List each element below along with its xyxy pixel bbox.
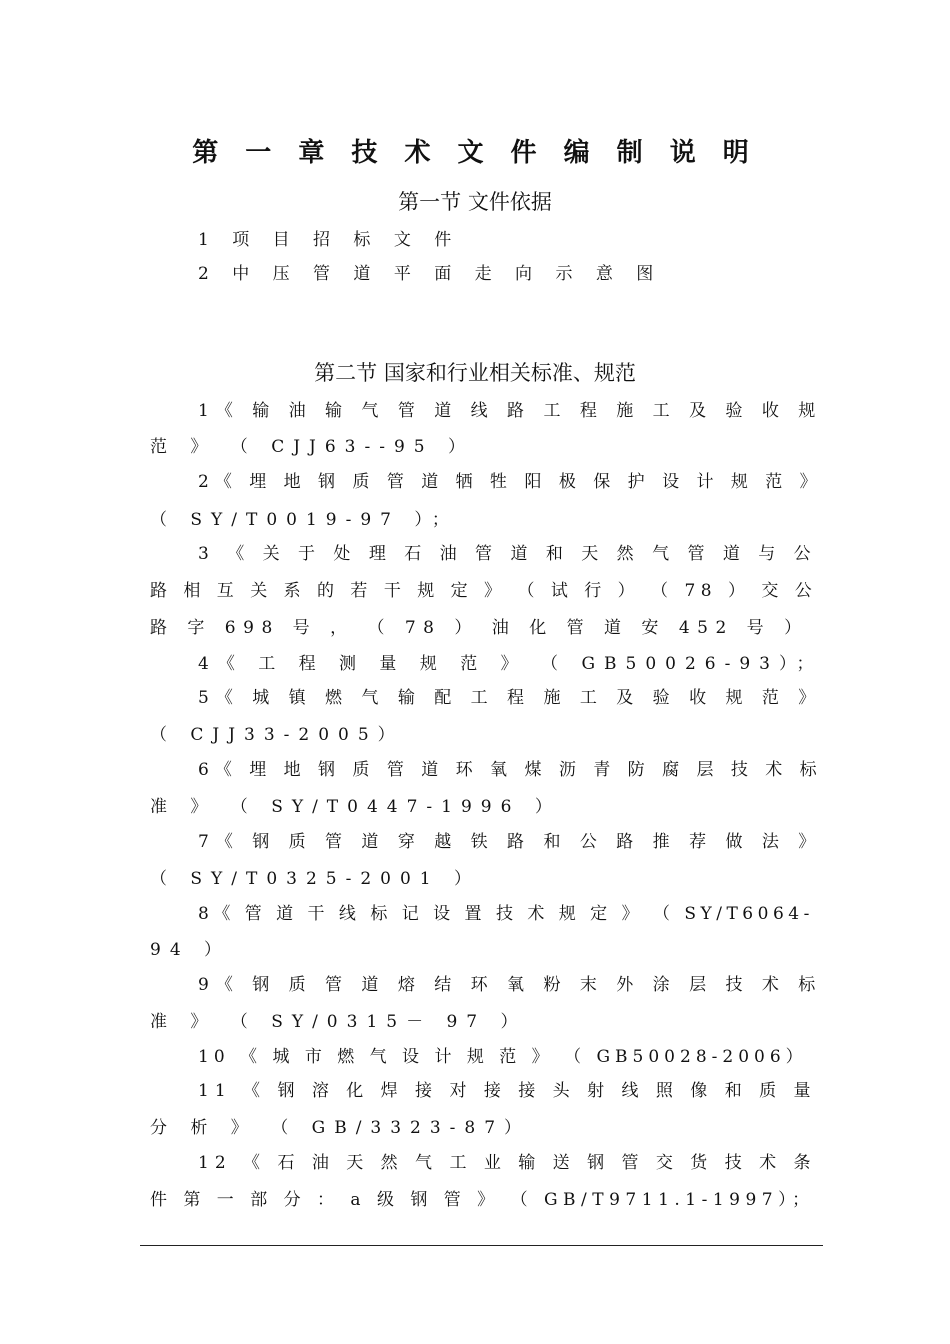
basis-item: 1 项 目 招 标 文 件 — [198, 230, 461, 250]
standard-line: 10 《 城 市 燃 气 设 计 规 范 》 （ GB50028-2006） — [198, 1047, 808, 1067]
standard-line: 12 《 石 油 天 然 气 工 业 输 送 钢 管 交 货 技 术 条 — [198, 1153, 817, 1173]
standard-line: 分 析 》 （ GB/3323-87） — [150, 1118, 531, 1138]
standard-line: 准 》 （ SY/0315－ 97 ） — [150, 1012, 527, 1032]
standard-line: 9《 钢 质 管 道 熔 结 环 氧 粉 末 外 涂 层 技 术 标 — [198, 975, 823, 995]
standard-line: 路 字 698 号 ， （ 78 ） 油 化 管 道 安 452 号 ） — [150, 618, 809, 638]
chapter-title: 第 一 章 技 术 文 件 编 制 说 明 — [192, 138, 758, 168]
section-title-basis: 第一节 文件依据 — [398, 190, 552, 214]
standard-line: 路 相 互 关 系 的 若 干 规 定 》 （ 试 行 ） （ 78 ） 交 公 — [150, 581, 818, 601]
standard-line: 5《 城 镇 燃 气 输 配 工 程 施 工 及 验 收 规 范 》 — [198, 688, 823, 708]
standard-line: （ CJJ33-2005） — [150, 725, 404, 745]
basis-item: 2 中 压 管 道 平 面 走 向 示 意 图 — [198, 264, 663, 284]
standard-line: 件 第 一 部 分 ： a 级 钢 管 》 （ GB/T9711.1-1997）； — [150, 1190, 815, 1210]
standard-line: 94 ） — [150, 940, 231, 960]
standard-line: （ SY/T0325-2001 ） — [150, 869, 481, 889]
standard-line: 范 》 （ CJJ63--95 ） — [150, 437, 475, 457]
standard-line: 2《 埋 地 钢 质 管 道 牺 牲 阳 极 保 护 设 计 规 范 》 — [198, 472, 823, 492]
standard-line: 7《 钢 质 管 道 穿 越 铁 路 和 公 路 推 荐 做 法 》 — [198, 832, 823, 852]
footer-rule — [140, 1245, 823, 1246]
standard-line: 3 《 关 于 处 理 石 油 管 道 和 天 然 气 管 道 与 公 — [198, 544, 818, 564]
standard-line: 8《 管 道 干 线 标 记 设 置 技 术 规 定 》 （ SY/T6064- — [198, 904, 814, 924]
standard-line: 4《 工 程 测 量 规 范 》 （ GB50026-93）； — [198, 654, 823, 674]
standard-line: 准 》 （ SY/T0447-1996 ） — [150, 797, 561, 817]
section-title-standards: 第二节 国家和行业相关标准、规范 — [314, 361, 636, 385]
standard-line: 1《 输 油 输 气 管 道 线 路 工 程 施 工 及 验 收 规 — [198, 401, 823, 421]
standard-line: 11 《 钢 溶 化 焊 接 对 接 接 头 射 线 照 像 和 质 量 — [198, 1081, 817, 1101]
standard-line: 6《 埋 地 钢 质 管 道 环 氧 煤 沥 青 防 腐 层 技 术 标 — [198, 760, 823, 780]
standard-line: （ SY/T0019-97 ）； — [150, 510, 458, 530]
